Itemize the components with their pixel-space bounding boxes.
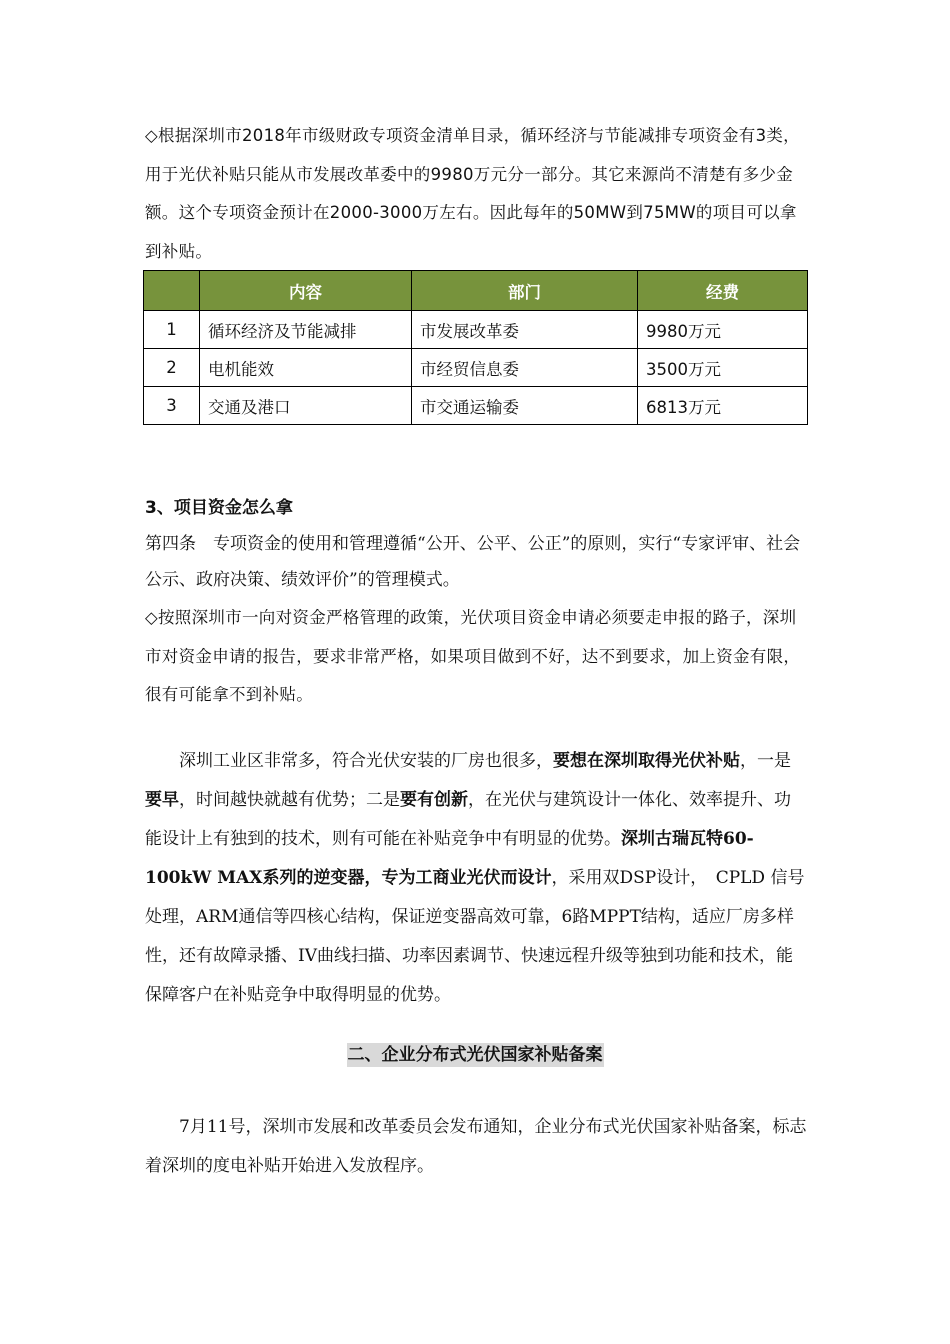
row-fund: 9980万元 (638, 311, 808, 349)
advice-text: ，时间越快就越有优势；二是 (179, 790, 400, 810)
row-number: 2 (144, 349, 200, 387)
table-row (144, 387, 808, 425)
row-content: 循环经济及节能减排 (200, 311, 412, 349)
table-row (144, 311, 808, 349)
advice-bold-text: 要有创新 (400, 790, 468, 810)
advice-text: 深圳工业区非常多，符合光伏安装的厂房也很多， (179, 751, 553, 771)
table-row (144, 349, 808, 387)
product-highlight-text: 深圳古瑞瓦特60-100kW MAX系列的逆变器，专为工商业光伏而设计 (145, 829, 754, 888)
fund-table (143, 270, 808, 425)
advice-bold-text: 要早 (145, 790, 179, 810)
row-fund: 3500万元 (638, 349, 808, 387)
row-number: 1 (144, 311, 200, 349)
section-title: 3、项目资金怎么拿 (145, 498, 293, 518)
row-department: 市交通运输委 (412, 387, 638, 425)
fund-table-header-department: 部门 (412, 271, 638, 311)
filing-heading (0, 1040, 950, 1065)
filing-heading-text: 二、企业分布式光伏国家补贴备案 (347, 1045, 603, 1065)
row-department: 市发展改革委 (412, 311, 638, 349)
article-four-paragraph: 第四条 专项资金的使用和管理遵循“公开、公平、公正”的原则，实行“专家评审、社会公示、政府决策、绩效评价”的管理模式。 (145, 534, 801, 590)
fund-table-header-content: 内容 (200, 271, 412, 311)
row-content: 电机能效 (200, 349, 412, 387)
filing-paragraph: 7月11号，深圳市发展和改革委员会发布通知，企业分布式光伏国家补贴备案，标志着深圳的度电补贴开始进入发放程序。 (145, 1117, 807, 1176)
row-department: 市经贸信息委 (412, 349, 638, 387)
row-number: 3 (144, 387, 200, 425)
advice-text: ，在光伏与建筑设计一体化、效率提升、功能设计上有独到的技术，则有可能在补贴竞争中有明显的优势。 (145, 790, 791, 849)
application-note-paragraph: ◇按照深圳市一向对资金严格管理的政策，光伏项目资金申请必须要走申报的路子，深圳市对资金申请的报告，要求非常严格，如果项目做到不好，达不到要求，加上资金有限，很有可能拿不到补贴。 (145, 608, 801, 704)
advice-text: ，采用双DSP设计， CPLD 信号处理，ARM通信等四核心结构，保证逆变器高效可靠，6路MPPT结构，适应厂房多样性，还有故障录播、IV曲线扫描、功率因素调节、快速远程升级等独到功能和技术，能保障客户在补贴竞争中取得明显的优势。 (145, 868, 805, 1005)
advice-paragraph (145, 742, 807, 1015)
fund-table-header-fund: 经费 (638, 271, 808, 311)
advice-text: ，一是 (740, 751, 791, 771)
row-content: 交通及港口 (200, 387, 412, 425)
fund-table-header-number (144, 271, 200, 311)
fund-table-header-row (144, 271, 808, 311)
fund-sources-paragraph: ◇根据深圳市2018年市级财政专项资金清单目录，循环经济与节能减排专项资金有3类，用于光伏补贴只能从市发展改革委中的9980万元分一部分。其它来源尚不清楚有多少金额。这个专项资金预计在2000-3000万左右。因此每年的50MW到75MW的项目可以拿到补贴。 (145, 126, 800, 261)
advice-bold-text: 要想在深圳取得光伏补贴 (553, 751, 740, 771)
row-fund: 6813万元 (638, 387, 808, 425)
